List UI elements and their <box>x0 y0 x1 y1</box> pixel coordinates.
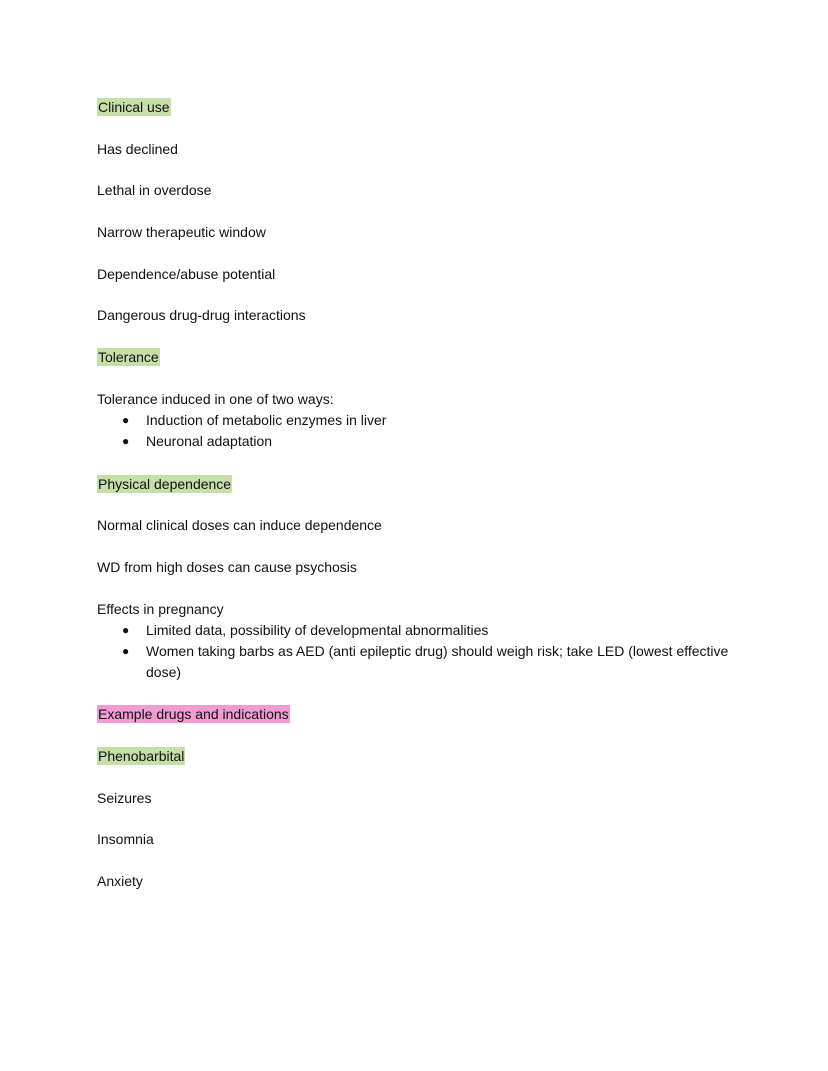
text-line: WD from high doses can cause psychosis <box>97 558 357 575</box>
heading-example-drugs: Example drugs and indications <box>98 706 289 723</box>
text-line: Lethal in overdose <box>97 182 212 199</box>
text-line: Insomnia <box>97 831 154 848</box>
bullet-icon: ● <box>122 412 130 427</box>
text-line: Anxiety <box>97 873 143 889</box>
list-item: ● Limited data, possibility of developmental abnormalities <box>97 620 737 641</box>
text-line: Dependence/abuse potential <box>97 265 276 282</box>
bullet-icon: ● <box>122 643 130 658</box>
text-line: Has declined <box>97 140 178 157</box>
text-line: Tolerance induced in one of two ways: <box>97 390 334 407</box>
text-line: Seizures <box>97 789 152 806</box>
bullet-list-tolerance <box>97 410 737 452</box>
bullet-icon: ● <box>122 433 130 448</box>
text-line: Narrow therapeutic window <box>97 224 266 241</box>
text-line: Normal clinical doses can induce dependence <box>97 517 382 534</box>
list-item: ● Women taking barbs as AED (anti epileptic drug) should weigh risk; take LED (lowest effective dose) <box>122 642 729 680</box>
bullet-icon: ● <box>122 622 130 637</box>
heading-physical-dependence: Physical dependence <box>98 475 232 492</box>
heading-phenobarbital: Phenobarbital <box>98 747 185 764</box>
list-item: ● Induction of metabolic enzymes in liver <box>97 410 737 431</box>
heading-clinical-use: Clinical use <box>98 99 170 115</box>
document-body <box>97 97 737 913</box>
bullet-list-pregnancy <box>97 620 737 683</box>
list-item: ● Neuronal adaptation <box>97 431 737 452</box>
heading-tolerance: Tolerance <box>98 349 159 366</box>
text-line: Dangerous drug-drug interactions <box>97 307 306 324</box>
text-line: Effects in pregnancy <box>97 600 224 617</box>
